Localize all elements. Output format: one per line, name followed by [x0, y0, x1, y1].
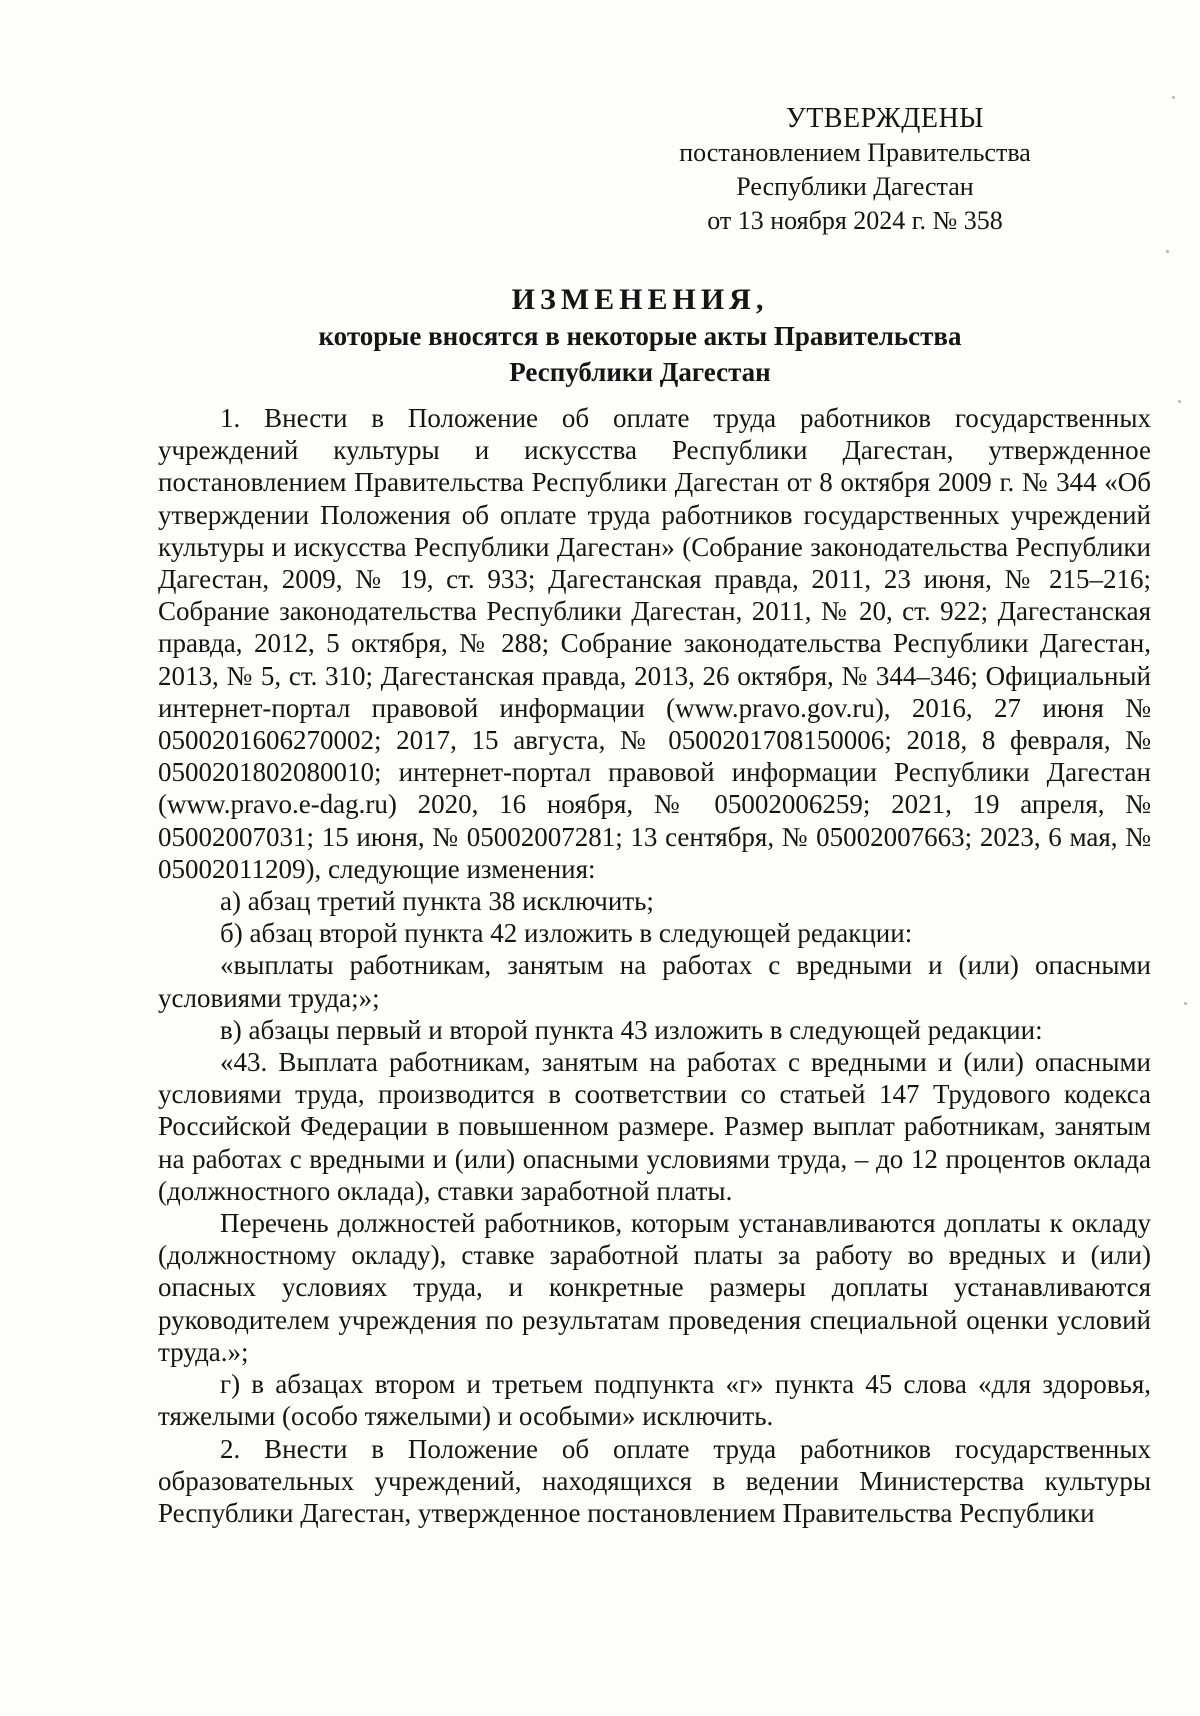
approval-title: УТВЕРЖДЕНЫ [785, 103, 985, 134]
paragraph-item-b: б) абзац второй пункта 42 изложить в следующей редакции: [220, 918, 913, 949]
document-heading [240, 282, 1040, 390]
approval-line-3: от 13 ноября 2024 г. № 358 [707, 206, 1003, 235]
paragraph-43: «43. Выплата работникам, занятым на работах с вредными и (или) опасными условиями труда, производится в соответствии со статьей 147 Трудового кодекса Российской Федерации в повышенном размере. Размер выплат работникам, занятым на работах с вредными и (или) опасными условиями труда, – до 12 процентов оклада (должностного оклада), ставки заработной платы. [158, 1047, 1151, 1206]
approval-block [640, 102, 1070, 238]
scan-speck [1172, 96, 1175, 99]
scan-speck [1184, 1002, 1187, 1005]
scan-speck [1166, 250, 1169, 253]
paragraph-2: 2. Внести в Положение об оплате труда работников государственных образовательных учреждений, находящихся в ведении Министерства культуры Республики Дагестан, утвержденное постановлением Правительства Республики [158, 1433, 1151, 1528]
document-body [158, 402, 1151, 1529]
heading-sub-1: которые вносятся в некоторые акты Правительства [318, 321, 962, 351]
paragraph-item-v: в) абзацы первый и второй пункта 43 изложить в следующей редакции: [220, 1014, 1043, 1045]
approval-line-1: постановлением Правительства [679, 138, 1031, 167]
paragraph-item-g: г) в абзацах втором и третьем подпункта «г» пункта 45 слова «для здоровья, тяжелыми (особо тяжелыми) и особыми» исключить. [158, 1369, 1151, 1432]
approval-line-2: Республики Дагестан [736, 172, 974, 201]
scan-speck [1178, 400, 1181, 403]
paragraph-item-a: а) абзац третий пункта 38 исключить; [220, 886, 654, 917]
paragraph-list: Перечень должностей работников, которым устанавливаются доплаты к окладу (должностному окладу), ставке заработной платы за работу во вредных и (или) опасных условиях труда, и конкретные размеры доплаты устанавливаются руководителем учреждения по результатам проведения специальной оценки условий труда.»; [158, 1208, 1151, 1367]
paragraph-quote-1: «выплаты работникам, занятым на работах с вредными и (или) опасными условиями труда;»; [158, 950, 1151, 1013]
paragraph-1: 1. Внести в Положение об оплате труда работников государственных учреждений культуры и искусства Республики Дагестан, утвержденное постановлением Правительства Республики Дагестан от 8 октября 2009 г. № 344 «Об утверждении Положения об оплате труда работников государственных учреждений культуры и искусства Республики Дагестан» (Собрание законодательства Республики Дагестан, 2009, № 19, ст. 933; Дагестанская правда, 2011, 23 июня, № 215–216; Собрание законодательства Республики Дагестан, 2011, № 20, ст. 922; Дагестанская правда, 2012, 5 октября, № 288; Собрание законодательства Республики Дагестан, 2013, № 5, ст. 310; Дагестанская правда, 2013, 26 октября, № 344–346; Официальный интернет-портал правовой информации (www.pravo.gov.ru), 2016, 27 июня № 0500201606270002; 2017, 15 августа, № 0500201708150006; 2018, 8 февраля, № 0500201802080010; интернет-портал правовой информации Республики Дагестан (www.pravo.e-dag.ru) 2020, 16 ноября, № 05002006259; 2021, 19 апреля, № 05002007031; 15 июня, № 05002007281; 13 сентября, № 05002007663; 2023, 6 мая, № 05002011209), следующие изменения: [158, 403, 1151, 884]
heading-sub-2: Республики Дагестан [509, 357, 771, 387]
heading-main: ИЗМЕНЕНИЯ, [511, 283, 769, 316]
